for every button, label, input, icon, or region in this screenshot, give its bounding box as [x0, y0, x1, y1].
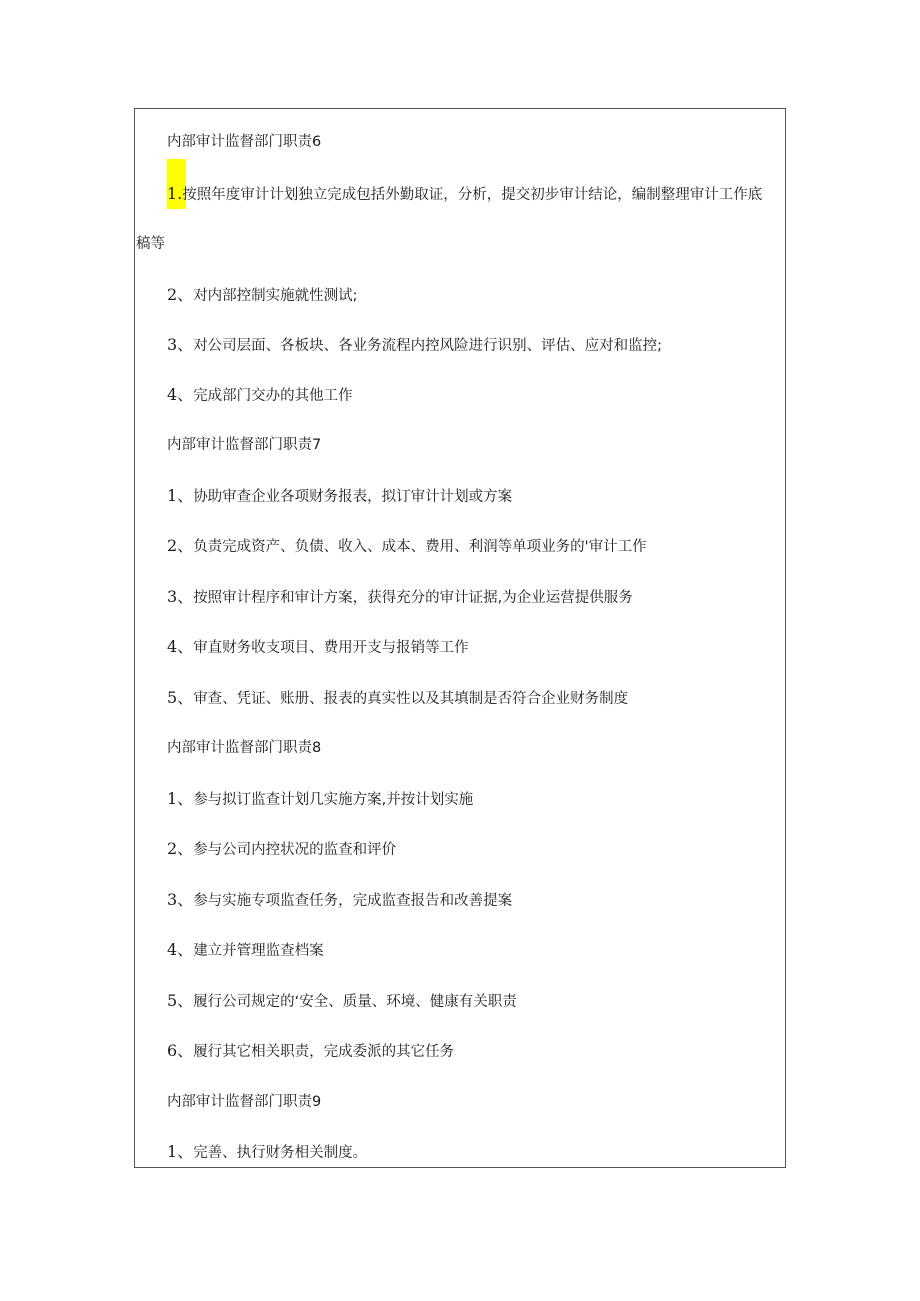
item-text: 审查、凭证、账册、报表的真实性以及其填制是否符合企业财务制度	[193, 691, 629, 707]
item-number: 4、	[167, 940, 194, 959]
item-text: 协助审查企业各项财务报表，拟订审计计划或方案	[193, 489, 513, 505]
item-number: 2、	[167, 285, 194, 304]
list-item	[167, 385, 353, 406]
item-text: 履行公司规定的‘安全、质量、环境、健康有关职责	[193, 994, 517, 1010]
item-number: 1、	[167, 486, 194, 505]
section-heading-8: 内部审计监督部门职责8	[167, 740, 322, 756]
list-item	[167, 890, 512, 911]
item-text: 完善、执行财务相关制度。	[193, 1145, 368, 1161]
list-item	[167, 991, 517, 1012]
list-item	[167, 587, 633, 608]
item-number: 5、	[167, 991, 194, 1010]
item-number: 2、	[167, 536, 194, 555]
list-item	[167, 789, 473, 810]
item-number: 3、	[167, 587, 194, 606]
item-number: 3、	[167, 890, 194, 909]
item-text: 对公司层面、各板块、各业务流程内控风险进行识别、评估、应对和监控;	[193, 338, 663, 354]
list-item	[167, 688, 628, 709]
section-heading-7: 内部审计监督部门职责7	[167, 437, 322, 453]
list-item	[167, 335, 662, 356]
item-number: 1、	[167, 789, 194, 808]
list-item	[167, 940, 324, 961]
item-text: 完成部门交办的其他工作	[193, 388, 353, 404]
item-text: 审直财务收支项目、费用开支与报销等工作	[193, 640, 469, 656]
item-number: 3、	[167, 335, 194, 354]
item-text: 负责完成资产、负债、收入、成本、费用、利润等单项业务的'审计工作	[193, 539, 647, 555]
list-item	[167, 637, 469, 658]
list-item	[167, 486, 512, 507]
item-number: 1、	[167, 1142, 194, 1161]
list-item	[167, 285, 358, 306]
item-number: 5、	[167, 688, 194, 707]
list-item	[167, 1142, 367, 1163]
item-number: 2、	[167, 839, 194, 858]
item-text: 参与公司内控状况的监查和评价	[193, 842, 397, 858]
item-text: 履行其它相关职责，完成委派的其它任务	[193, 1044, 455, 1060]
item-text: 按照年度审计计划独立完成包括外勤取证，分析，提交初步审计结论，编制整理审计工作底	[182, 187, 763, 203]
section-heading-6: 内部审计监督部门职责6	[167, 134, 322, 150]
item-text: 对内部控制实施就性测试;	[193, 288, 358, 304]
item-number: 4、	[167, 385, 194, 404]
list-item	[167, 536, 647, 557]
section-heading-9: 内部审计监督部门职责9	[167, 1094, 322, 1110]
item-text: 按照审计程序和审计方案，获得充分的审计证据,为企业运营提供服务	[193, 590, 633, 606]
list-item	[167, 839, 396, 860]
item-text: 建立并管理监查档案	[193, 943, 324, 959]
list-item	[167, 1041, 454, 1062]
item-number: 1.	[167, 184, 183, 203]
item-number: 4、	[167, 637, 194, 656]
item-text: 参与实施专项监查任务，完成监查报告和改善提案	[193, 893, 513, 909]
list-item-continuation: 稿等	[136, 236, 165, 252]
item-text: 参与拟订监查计划几实施方案,并按计划实施	[193, 792, 474, 808]
list-item	[167, 184, 762, 205]
item-number: 6、	[167, 1041, 194, 1060]
